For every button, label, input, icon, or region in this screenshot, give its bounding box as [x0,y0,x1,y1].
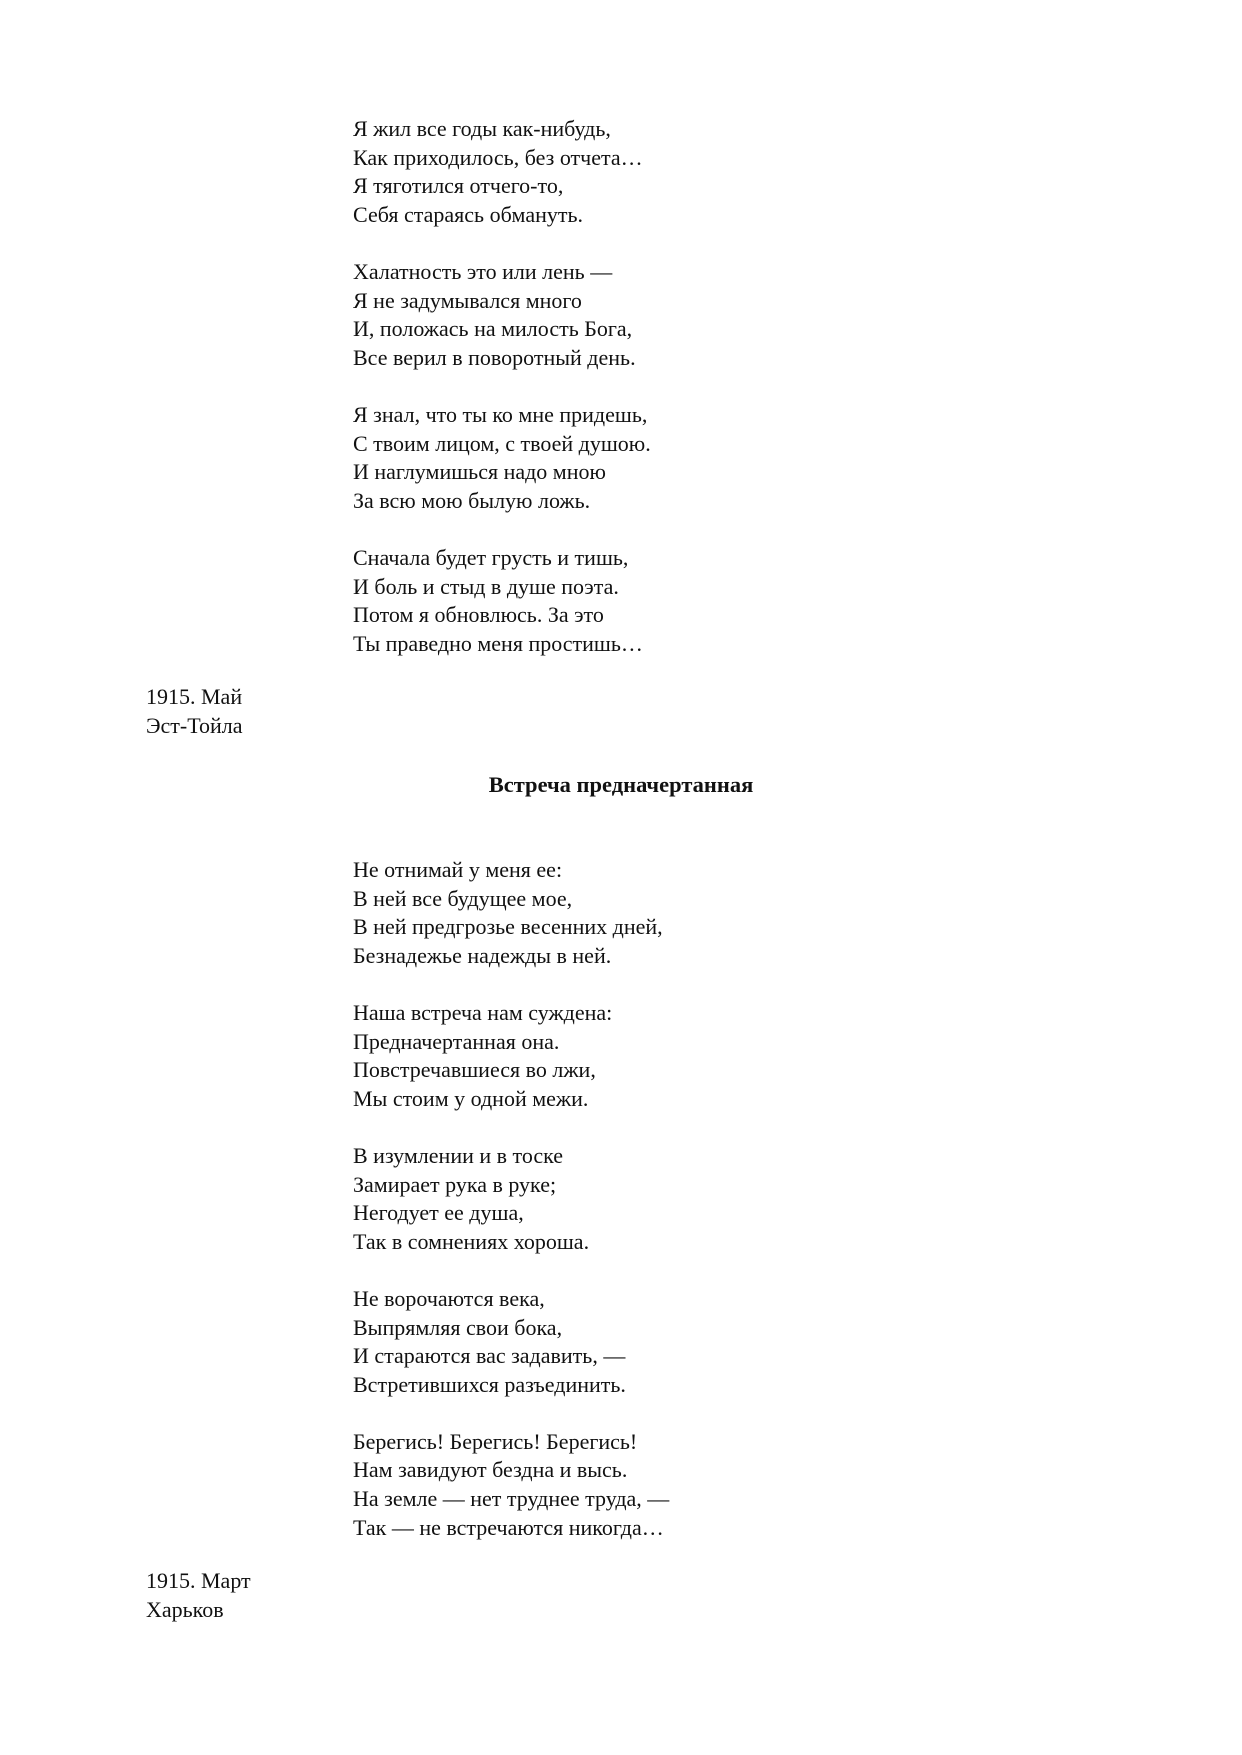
verse-line: В ней все будущее мое, [353,885,573,911]
verse-line: И стараются вас задавить, — [353,1343,626,1369]
verse-line: Берегись! Берегись! Берегись! [353,1428,638,1454]
poem-2-dateline [146,1567,251,1624]
verse-line: И наглумишься надо мною [353,459,606,485]
verse-line: Так в сомнениях хороша. [353,1228,590,1254]
poem-2-title: Встреча предначертанная [488,772,754,797]
verse-line: Я не задумывался много [353,287,582,313]
stanza [353,856,669,970]
poem-place: Харьков [146,1596,224,1622]
verse-line: Замирает рука в руке; [353,1171,557,1197]
verse-line: Все верил в поворотный день. [353,344,636,370]
verse-line: В изумлении и в тоске [353,1142,564,1168]
stanza [353,258,651,372]
verse-line: За всю мою былую ложь. [353,487,591,513]
poem-2-body [353,856,669,1542]
verse-line: Мы стоим у одной межи. [353,1085,589,1111]
stanza [353,401,651,515]
verse-line: И боль и стыд в душе поэта. [353,573,619,599]
verse-line: Потом я обновлюсь. За это [353,602,604,628]
verse-line: Негодует ее душа, [353,1200,524,1226]
stanza [353,999,669,1113]
verse-line: Встретившихся разъединить. [353,1371,626,1397]
verse-line: Ты праведно меня простишь… [353,630,643,656]
verse-line: Не отнимай у меня ее: [353,857,563,882]
stanza [353,1428,669,1542]
verse-line: Нам завидуют бездна и высь. [353,1457,628,1483]
verse-line: Сначала будет грусть и тишь, [353,544,629,570]
verse-line: Не ворочаются века, [353,1285,545,1311]
verse-line: На земле — нет труднее труда, — [353,1486,670,1512]
verse-line: Выпрямляя свои бока, [353,1314,563,1340]
verse-line: Наша встреча нам суждена: [353,999,613,1025]
verse-line: Безнадежье надежды в ней. [353,942,612,968]
poem-place: Эст-Тойла [146,712,243,738]
verse-line: Я жил все годы как-нибудь, [353,116,611,141]
poem-date: 1915. Май [146,684,243,709]
poem-1-body [353,115,651,658]
verse-line: Предначертанная она. [353,1028,560,1054]
verse-line: С твоим лицом, с твоей душою. [353,430,651,456]
verse-line: В ней предгрозье весенних дней, [353,914,663,940]
stanza [353,1285,669,1399]
verse-line: Я знал, что ты ко мне придешь, [353,401,648,427]
stanza [353,1142,669,1256]
verse-line: Повстречавшиеся во лжи, [353,1057,596,1083]
verse-line: И, положась на милость Бога, [353,316,633,342]
verse-line: Так — не встречаются никогда… [353,1514,664,1540]
stanza [353,115,651,229]
verse-line: Себя стараясь обмануть. [353,201,584,227]
verse-line: Как приходилось, без отчета… [353,144,643,170]
verse-line: Я тяготился отчего-то, [353,173,564,199]
poem-date: 1915. Март [146,1568,251,1593]
stanza [353,544,651,658]
verse-line: Халатность это или лень — [353,258,613,284]
poem-1-dateline [146,683,243,740]
